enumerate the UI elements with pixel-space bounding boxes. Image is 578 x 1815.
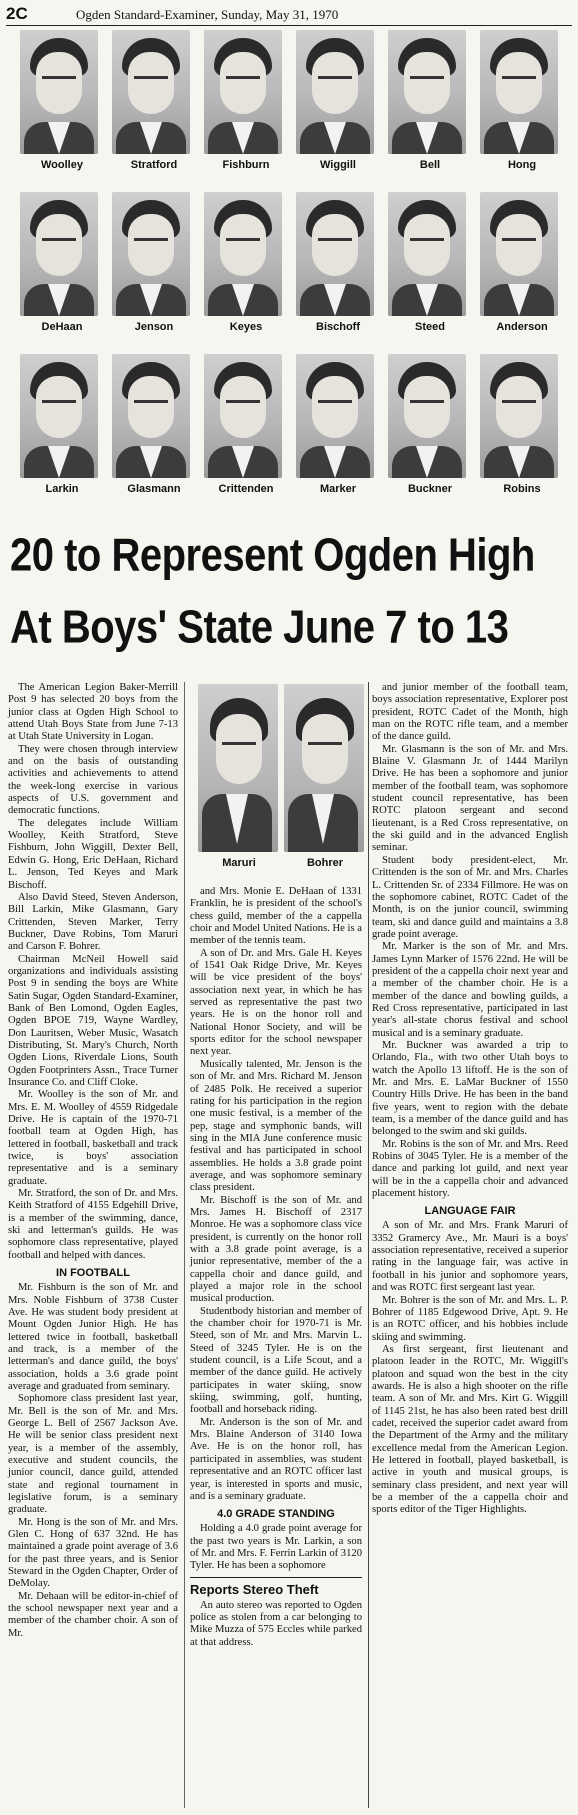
subhead: IN FOOTBALL (56, 1267, 130, 1280)
headline-line-1: 20 to Represent Ogden High (10, 530, 535, 581)
portrait-caption: Hong (507, 159, 537, 171)
portrait-caption: Stratford (130, 159, 178, 171)
paragraph: They were chosen through interview and on the basis of outstanding activities and achievements to attend the week-long exercise in various aspects of U.S. government and democratic functions. (8, 743, 178, 817)
page-number: 2C (6, 4, 28, 23)
paragraph: Mr. Dehaan will be editor-in-chief of the school newspaper next year and a member of the chamber choir. A son of Mr. (8, 1590, 178, 1639)
masthead (6, 4, 572, 26)
paragraph: Mr. Fishburn is the son of Mr. and Mrs. Noble Fishburn of 3738 Custer Ave. He was student body president at Mount Ogden Junior High. He has lettered twice in football, basketball and track, is a member of the letterman's and dance guild, the boys' association, holds a 3.6 grade point average and graduated from seminary. (8, 1282, 178, 1392)
portrait-caption: Robins (503, 483, 541, 495)
portrait (474, 354, 562, 514)
portrait-caption: Jenson (134, 321, 174, 333)
portrait-caption: Marker (319, 483, 357, 495)
portrait-photo (284, 684, 364, 852)
portrait-photo (112, 30, 190, 154)
paragraph: Student body president-elect, Mr. Crittenden is the son of Mr. and Mrs. Charles L. Crittenden Sr. of 2334 Fillmore. He was on the sophomore cabinet, ROTC Cadet of the Month, is on the junior council, swimming team, ski and dance guild and maintains a 3.8 grade point average. (372, 854, 568, 940)
paragraph: Mr. Hong is the son of Mr. and Mrs. Glen C. Hong of 637 32nd. He has maintained a grade point average of 3.6 for the past three years, and is Senior Steward in the Ogden Chapter, Order of DeMolay. (8, 1516, 178, 1590)
paragraph: Mr. Buckner was awarded a trip to Orlando, Fla., with two other Utah boys to watch the Apollo 13 liftoff. He is the son of Mr. and Mrs. E. LaMar Buckner of 1550 Country Hills Drive. He has been in the band five years, went to region with the debate team, is a member of the dance guild and has belonged to the swim and ski guilds. (372, 1039, 568, 1138)
portrait (290, 192, 378, 352)
portrait (198, 354, 286, 514)
paragraph: As first sergeant, first lieutenant and platoon leader in the ROTC, Mr. Wiggill's platoon and squad won the best in the city awards. He is also a high shooter on the rifle team. A son of Mr. and Mrs. Kirt G. Wiggill of 1145 21st, he has also been rated best drill cadet, received the superior cadet award from the Department of the Army and the military excellence medal from the American Legion. He lettered in football, played basketball, is active in youth and musical groups, is seminary class president, and next year will be a member of the a cappella choir and sports editor of the Tiger Highlights. (372, 1343, 568, 1516)
subhead: 4.0 GRADE STANDING (217, 1508, 335, 1521)
paragraph: A son of Mr. and Mrs. Frank Maruri of 3352 Gramercy Ave., Mr. Mauri is a boys' association representative, received a superior rating in the language fair, was active in football in his junior and sophomore years, and was ROTC first sergeant last year. (372, 1220, 568, 1294)
portrait-photo (198, 684, 278, 852)
portrait-photo (204, 354, 282, 478)
paragraph: Mr. Woolley is the son of Mr. and Mrs. E. M. Woolley of 4559 Ridgedale Drive. He is captain of the 1970-71 football team at Ogden High, has lettered in football, basketball and track twice, is boys' association representative and is a seminary graduate. (8, 1089, 178, 1187)
paragraph: Mr. Glasmann is the son of Mr. and Mrs. Blaine V. Glasmann Jr. of 1444 Marilyn Drive. He has been a sophomore and junior member of the football team, was sophomore student council representative, has been ROTC platoon sergeant and second lieutenant, is a Red Cross representative, on the ski guild and in the advanced English seminar. (372, 743, 568, 854)
portrait-caption: Larkin (45, 483, 79, 495)
portrait (14, 30, 102, 190)
portrait-caption: Bischoff (316, 321, 360, 333)
portrait-photo (112, 192, 190, 316)
paragraph: and junior member of the football team, boys association representative, Explorer post president, ROTC Cadet of the Month, high man on the ROTC rifle team, and a member of the dance guild. (372, 682, 568, 743)
subhead: LANGUAGE FAIR (424, 1205, 516, 1218)
portrait-caption: Bell (419, 159, 441, 171)
photo-row-2 (14, 192, 566, 352)
paragraph: Mr. Stratford, the son of Dr. and Mrs. Keith Stratford of 4155 Edgehill Drive, is a member of the swimming, dance, ski and letterman's guilds. He was sophomore class representative, played football and helped with dances. (8, 1188, 178, 1261)
photo-row-3 (14, 354, 566, 514)
portrait (474, 30, 562, 190)
portrait-photo (20, 192, 98, 316)
portrait (106, 354, 194, 514)
paragraph: Sophomore class president last year, Mr. Bell is the son of Mr. and Mrs. George L. Bell of 2567 Jackson Ave. He will be senior class president next year, is a member of the assembly, executive and student councils, the junior council, dance guild, attended state and regional tournament in legislative forum, is a seminary graduate. (8, 1393, 178, 1516)
headline-line-2: At Boys' State June 7 to 13 (10, 602, 509, 653)
portrait-caption: Fishburn (222, 159, 270, 171)
portrait-photo (388, 30, 466, 154)
article-column-2 (190, 886, 362, 1649)
portrait-photo (20, 354, 98, 478)
portrait-photo (388, 192, 466, 316)
portrait-caption: Crittenden (218, 483, 274, 495)
portrait-photo (112, 354, 190, 478)
portrait-photo (480, 192, 558, 316)
paragraph: A son of Dr. and Mrs. Gale H. Keyes of 1541 Oak Ridge Drive, Mr. Keyes will be vice president of the boys' association next year, in which he has served as representative the past two years. He is on the honor roll and National Honor Society, and will be sports editor for the school newspaper next year. (190, 947, 362, 1058)
paragraph: Mr. Anderson is the son of Mr. and Mrs. Blaine Anderson of 3140 Iowa Ave. He is on the honor roll, has participated in assemblies, was student representative and an ROTC officer last year, is interested in sports and music, and is a seminary graduate. (190, 1416, 362, 1502)
paragraph: Also David Steed, Steven Anderson, Bill Larkin, Mike Glasmann, Gary Crittenden, Steven Marker, Terry Buckner, Dave Robins, Tom Maruri and Carson F. Bohrer. (8, 891, 178, 953)
portrait-photo (480, 30, 558, 154)
paragraph: The delegates include William Woolley, Keith Stratford, Steve Fishburn, John Wiggill, Dexter Bell, Edwin G. Hong, Eric DeHaan, Richard L. Jenson, Ted Keyes and Mark Bischoff. (8, 817, 178, 891)
portrait (198, 192, 286, 352)
portrait-caption: Glasmann (127, 483, 181, 495)
portrait (198, 30, 286, 190)
brief-headline: Reports Stereo Theft (190, 1577, 362, 1598)
paragraph: Studentbody historian and member of the chamber choir for 1970-71 is Mr. Steed, son of Mr. and Mrs. Marvin L. Steed of 3245 Tyler. He is on the student council, is a Life Scout, and a member of the dance guild. He actively participates in water skiing, snow skiing, swimming, golf, hunting, football and horseback riding. (190, 1305, 362, 1416)
portrait (382, 354, 470, 514)
portrait-caption: Bohrer (306, 857, 344, 869)
paragraph: Mr. Bischoff is the son of Mr. and Mrs. James H. Bischoff of 2317 Monroe. He was a sophomore class vice president, is currently on the honor roll with a 3.8 grade point average, is a junior representative, member of the a cappella choir and dance guild, and played a major role in the school musical production. (190, 1194, 362, 1305)
portrait (14, 192, 102, 352)
photo-row-1 (14, 30, 566, 190)
portrait (290, 354, 378, 514)
portrait-caption: Maruri (222, 857, 256, 869)
portrait (382, 192, 470, 352)
portrait-caption: Steed (415, 321, 445, 333)
column-rule (368, 682, 369, 1808)
portrait-photo (480, 354, 558, 478)
portrait (474, 192, 562, 352)
paragraph: Musically talented, Mr. Jenson is the son of Mr. and Mrs. Richard M. Jenson of 2485 Polk. He received a superior rating for his participation in the region one music festival, is a member of the pep, stage and symphonic bands, will sing in the MIA June conference music festival and has participated in school assemblies. He holds a 3.8 grade point average, and was sophomore seminary class president. (190, 1058, 362, 1194)
paragraph: Mr. Robins is the son of Mr. and Mrs. Reed Robins of 3045 Tyler. He is a member of the dance and parking lot guild, and next year will be in the a cappella choir and advanced placement history. (372, 1138, 568, 1200)
portrait (290, 30, 378, 190)
portrait-caption: Buckner (407, 483, 453, 495)
portrait-caption: Anderson (496, 321, 548, 333)
portrait-caption: Wiggill (320, 159, 356, 171)
portrait-photo (388, 354, 466, 478)
paragraph: Mr. Bohrer is the son of Mr. and Mrs. L. P. Bohrer of 1185 Edgewood Drive, Apt. 9. He is an ROTC officer, and his hobbies include skiing and swimming. (372, 1294, 568, 1343)
paragraph: An auto stereo was reported to Ogden police as stolen from a car belonging to Mike Muzza of 575 Eccles while parked at that address. (190, 1599, 362, 1648)
paragraph: Chairman McNeil Howell said organizations and individuals assisting Post 9 in sending the boys are White Satin Sugar, Ogden Standard-Examiner, Bank of Ben Lomond, Ogden Eagles, Ogden BPOE 719, Wayne Wardley, Don Lauritsen, Weber Music, Wasatch Distributing, St. Mary's Church, North Ogden Lions, Riverdale Lions, South Ogden Footprinters Assn., Trace Turner Insurance Co. and Cliff Cloke. (8, 953, 178, 1088)
column-rule (184, 682, 185, 1808)
portrait-caption: Woolley (41, 159, 83, 171)
portrait-caption: Keyes (229, 321, 263, 333)
portrait-photo (296, 354, 374, 478)
paragraph: Mr. Marker is the son of Mr. and Mrs. James Lynn Marker of 1576 22nd. He will be president of the a cappella choir next year and a member of the chamber choir. He is a member of the dance and bowling guilds, a Red Cross representative, participated in last year's all-state chorus festival and school musical and is a seminary graduate. (372, 941, 568, 1039)
paragraph: and Mrs. Monie E. DeHaan of 1331 Franklin, he is president of the school's chess guild, member of the a cappella choir and Model United Nations. He is a member of the tennis team. (190, 886, 362, 947)
inset-portrait (282, 684, 366, 880)
paragraph: The American Legion Baker-Merrill Post 9 has selected 20 boys from the junior class at Ogden High School to attend Utah Boys State from June 7-13 at Utah State University in Logan. (8, 682, 178, 743)
portrait-photo (204, 30, 282, 154)
portrait (382, 30, 470, 190)
portrait-photo (296, 192, 374, 316)
article-column-1 (8, 682, 178, 1640)
portrait (14, 354, 102, 514)
inset-portrait (196, 684, 280, 880)
portrait (106, 192, 194, 352)
portrait-photo (20, 30, 98, 154)
paragraph: Holding a 4.0 grade point average for the past two years is Mr. Larkin, a son of Mr. and Mrs. F. Ferrin Larkin of 3120 Tyler. He has been a sophomore (190, 1523, 362, 1572)
portrait (106, 30, 194, 190)
article-column-3 (372, 682, 568, 1517)
portrait-photo (204, 192, 282, 316)
portrait-photo (296, 30, 374, 154)
dateline: Ogden Standard-Examiner, Sunday, May 31, 1970 (76, 7, 339, 22)
portrait-caption: DeHaan (41, 321, 83, 333)
